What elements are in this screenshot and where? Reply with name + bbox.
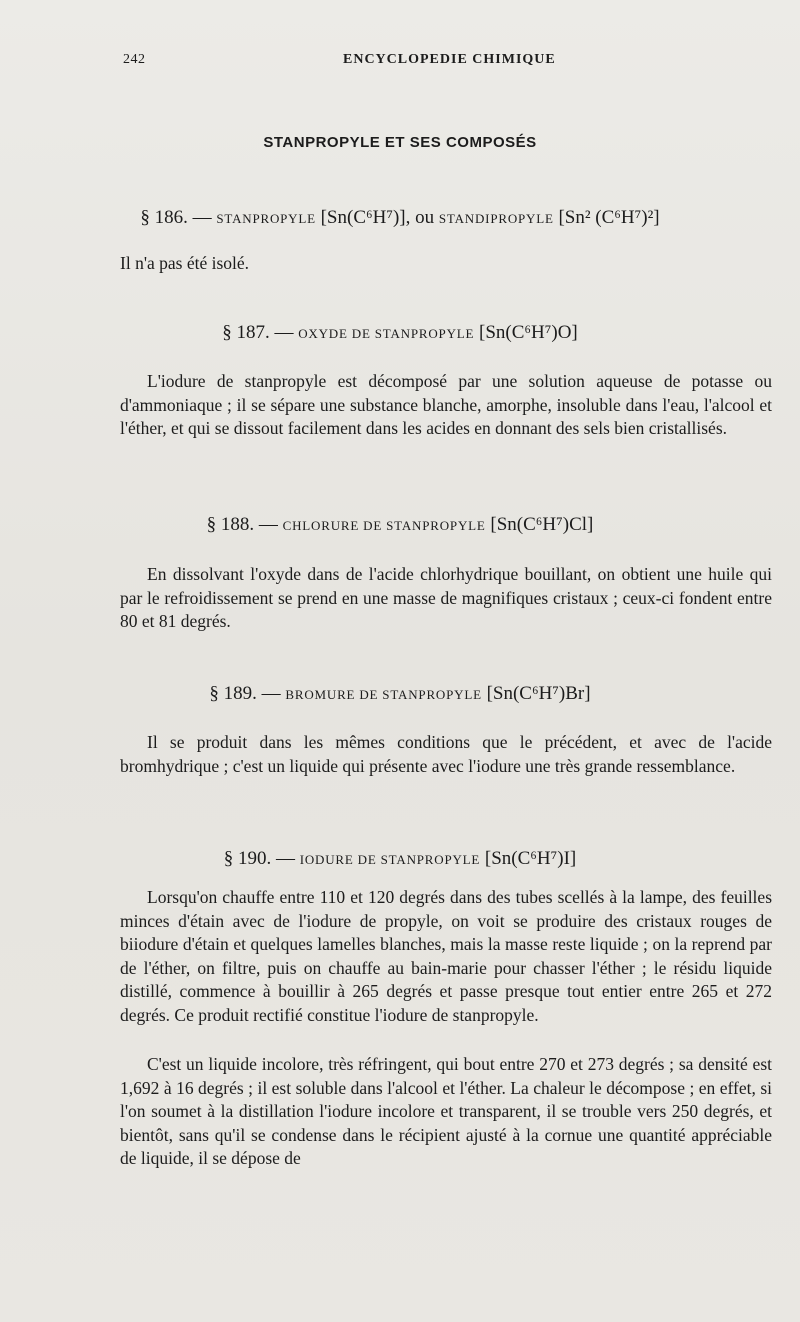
section-190-text-2: C'est un liquide incolore, très réfringent, qui bout entre 270 et 273 degrés ; sa densité est 1,692 à 16 degrés ; il est soluble dans l'alcool et l'éther. La chaleur le décompose ; en effet, si l'on soumet à la distillation l'iodure incolore et transparent, il se trouble vers 250 degrés, et bientôt, sans qu'il se condense dans le récipient ajusté à la cornue une quantité appréciable de liquide, il se dépose de bbox=[120, 1054, 772, 1169]
section-186-text: Il n'a pas été isolé. bbox=[120, 253, 250, 273]
section-connector: , ou bbox=[405, 207, 435, 228]
section-dash: — bbox=[258, 514, 278, 535]
section-heading-187 bbox=[0, 322, 800, 344]
section-number: § 189. bbox=[209, 683, 257, 704]
section-dash: — bbox=[261, 683, 281, 704]
section-dash: — bbox=[192, 207, 212, 228]
running-title: ENCYCLOPEDIE CHIMIQUE bbox=[343, 52, 556, 67]
section-187-text: L'iodure de stanpropyle est décomposé par une solution aqueuse de potasse ou d'ammoniaque ; il se sépare une substance blanche, amorphe, insoluble dans l'eau, l'alcool et l'éther, et qui se dissout facilement dans les acides en donnant des sels bien cristallisés. bbox=[120, 371, 772, 439]
section-name: STANPROPYLE bbox=[216, 211, 316, 226]
section-number: § 188. bbox=[206, 514, 255, 535]
section-name: CHLORURE DE STANPROPYLE bbox=[282, 518, 486, 533]
section-heading-188 bbox=[0, 514, 800, 536]
section-name: IODURE DE STANPROPYLE bbox=[299, 852, 481, 867]
section-dash: — bbox=[274, 322, 294, 343]
section-number: § 186. bbox=[140, 207, 188, 228]
section-name-alt: STANDIPROPYLE bbox=[438, 211, 554, 226]
section-formula: [Sn(C⁶H⁷)] bbox=[320, 207, 406, 228]
section-formula: [Sn(C⁶H⁷)Br] bbox=[486, 683, 591, 704]
section-name: BROMURE DE STANPROPYLE bbox=[285, 687, 482, 702]
section-formula: [Sn(C⁶H⁷)Cl] bbox=[490, 514, 594, 535]
section-formula-alt: [Sn² (C⁶H⁷)²] bbox=[558, 207, 660, 228]
section-188-text: En dissolvant l'oxyde dans de l'acide chlorhydrique bouillant, on obtient une huile qui par le refroidissement se prend en une masse de magnifiques cristaux ; ceux-ci fondent entre 80 et 81 degrés. bbox=[120, 564, 772, 632]
section-number: § 190. bbox=[223, 848, 272, 869]
section-formula: [Sn(C⁶H⁷)I] bbox=[484, 848, 577, 869]
section-dash: — bbox=[275, 848, 295, 869]
section-heading-186 bbox=[0, 207, 800, 229]
section-heading-190 bbox=[0, 848, 800, 870]
section-formula: [Sn(C⁶H⁷)O] bbox=[479, 322, 578, 343]
section-189-text: Il se produit dans les mêmes conditions que le précédent, et avec de l'acide bromhydrique ; c'est un liquide qui présente avec l'iodure une très grande ressemblance. bbox=[120, 732, 772, 776]
section-name: OXYDE DE STANPROPYLE bbox=[298, 326, 475, 341]
page-number: 242 bbox=[123, 52, 146, 67]
chapter-title: STANPROPYLE ET SES COMPOSÉS bbox=[263, 134, 537, 151]
section-190-text-1: Lorsqu'on chauffe entre 110 et 120 degrés dans des tubes scellés à la lampe, des feuilles minces d'étain avec de l'iodure de propyle, on voit se produire des cristaux rouges de biiodure d'étain et quelques lamelles blanches, mais la masse reste liquide ; on la reprend par de l'éther, on filtre, puis on chauffe au bain-marie pour chasser l'éther ; le résidu liquide distillé, commence à bouillir à 265 degrés et passe presque tout entier entre 265 et 272 degrés. Ce produit rectifié constitue l'iodure de stanpropyle. bbox=[120, 887, 772, 1025]
section-number: § 187. bbox=[222, 322, 270, 343]
section-heading-189 bbox=[0, 683, 800, 705]
